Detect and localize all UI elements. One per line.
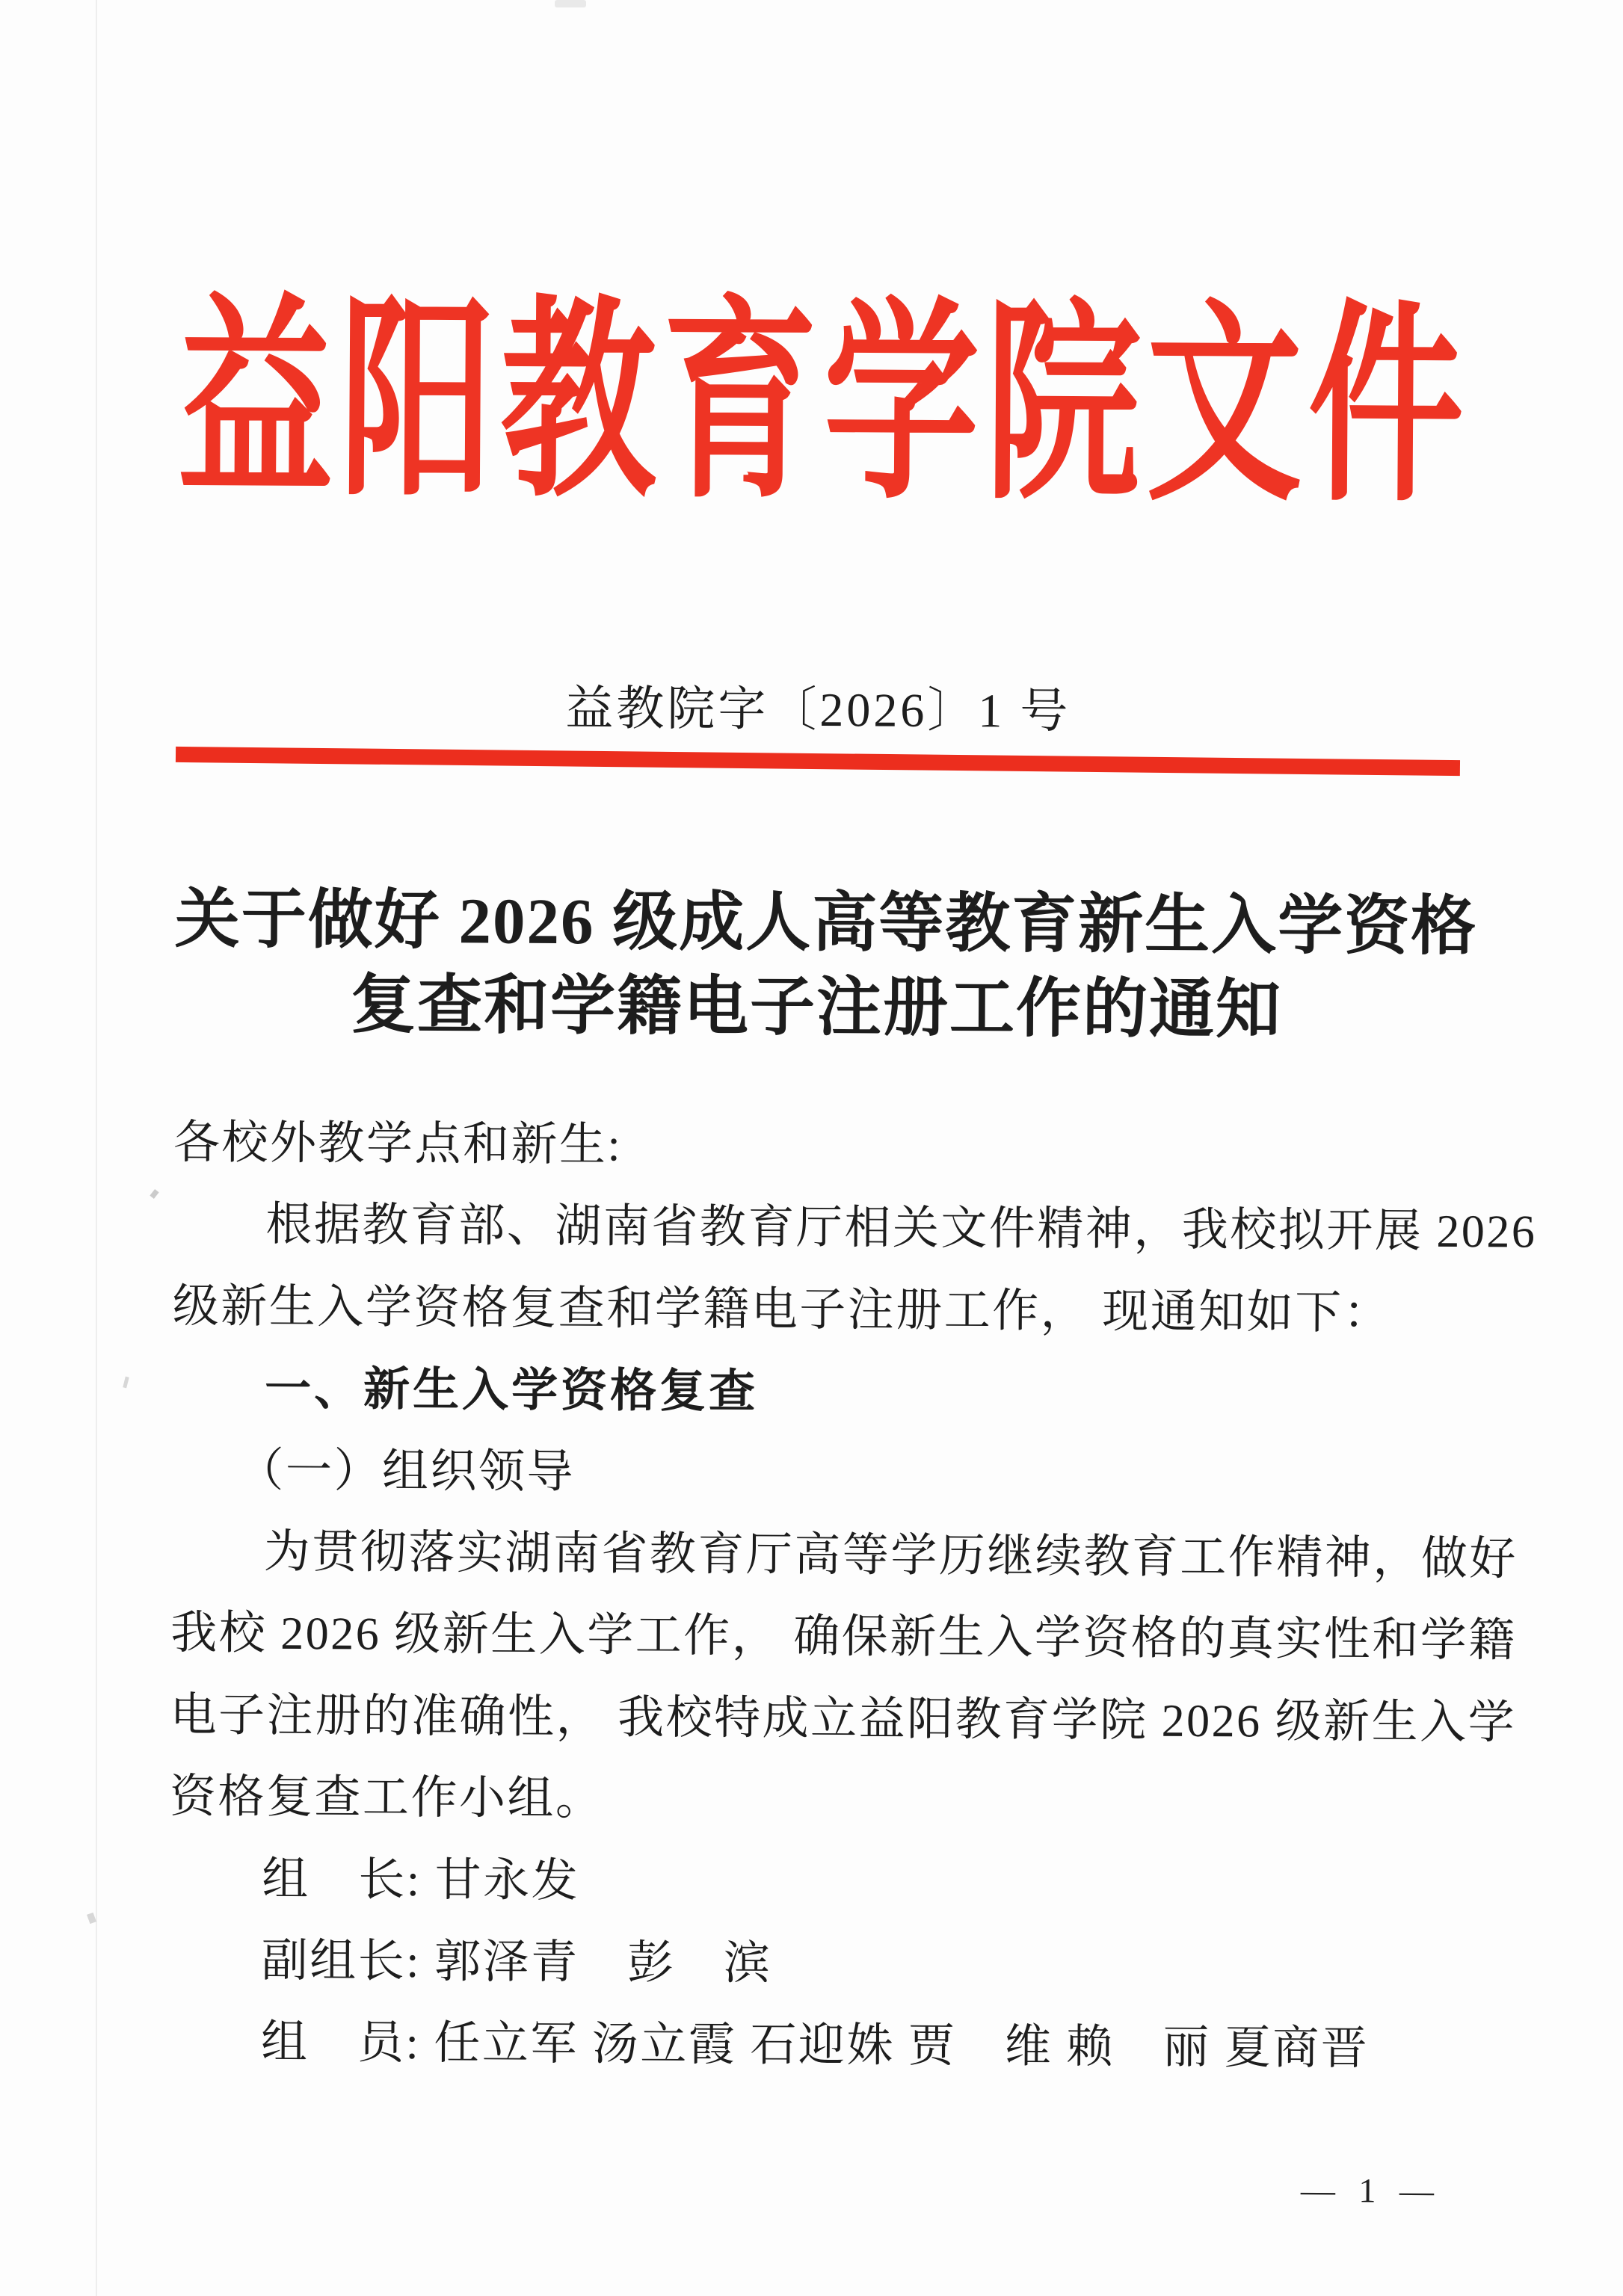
paragraph-line: 资格复查工作小组。 — [169, 1771, 604, 1825]
notice-title-line1: 关于做好 2026 级成人高等教育新生入学资格 — [174, 883, 1478, 963]
salutation: 各校外教学点和新生: — [173, 1117, 623, 1171]
subsection-heading: （一）组织领导 — [237, 1445, 576, 1498]
group-members-line: 组 员: 任立军 汤立霞 石迎姝 贾 维 赖 丽 夏商晋 — [260, 2017, 1370, 2075]
scan-smudge-artifact — [555, 0, 586, 7]
notice-title — [174, 877, 1478, 1053]
paragraph-line: 为贯彻落实湖南省教育厅高等学历继续教育工作精神，做好 — [263, 1526, 1518, 1585]
paragraph-line: 级新生入学资格复查和学籍电子注册工作， 现通知如下： — [172, 1280, 1392, 1339]
paragraph-line: 我校 2026 级新生入学工作， 确保新生入学资格的真实性和学籍 — [170, 1608, 1517, 1667]
page-number: — 1 — — [1300, 2170, 1442, 2210]
document-number: 益教院字〔2026〕1 号 — [565, 682, 1071, 738]
notice-title-line2: 复查和学籍电子注册工作的通知 — [350, 968, 1283, 1046]
section-heading: 一、新生入学资格复查 — [264, 1363, 759, 1418]
red-separator-rule — [176, 747, 1460, 776]
scan-edge-artifact — [96, 0, 97, 2296]
agency-banner-title: 益阳教育学院文件 — [176, 282, 1470, 528]
paragraph-line: 电子注册的准确性， 我校特成立益阳教育学院 2026 级新生入学 — [170, 1689, 1517, 1749]
group-leader-line: 组 长: 甘永发 — [262, 1854, 580, 1907]
paragraph-line: 根据教育部、湖南省教育厅相关文件精神，我校拟开展 2026 — [265, 1200, 1537, 1258]
deputy-leader-line: 副组长: 郭泽青 彭 滨 — [261, 1935, 772, 1990]
notice-body — [168, 1102, 1537, 2091]
